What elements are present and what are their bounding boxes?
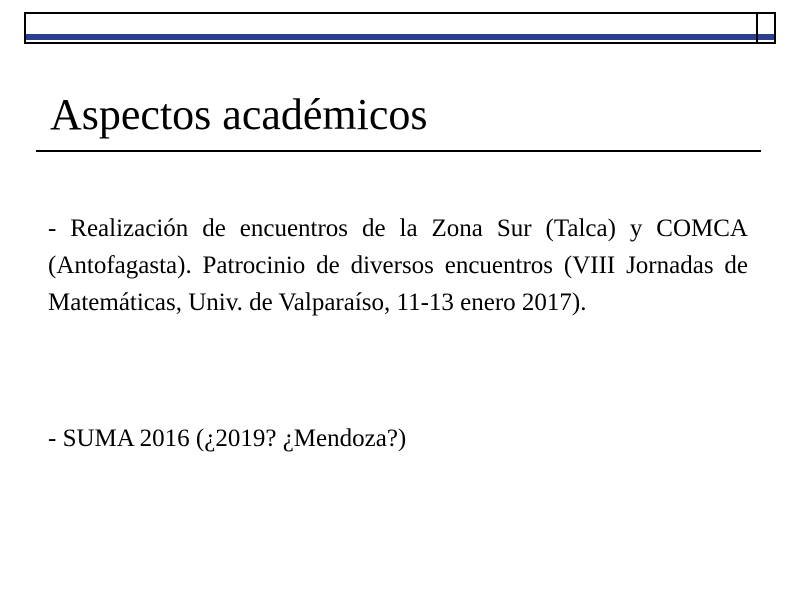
slide-title: Aspectos académicos — [50, 90, 428, 139]
paragraph-encuentros: - Realización de encuentros de la Zona Sur (Talca) y COMCA (Antofagasta). Patrocinio de diversos encuentros (VIII Jornadas de Matemáticas, Univ. de Valparaíso, 11-13 enero 2017). — [48, 215, 748, 316]
header-corner-band — [758, 34, 774, 40]
header-band — [26, 34, 774, 40]
paragraph-suma: - SUMA 2016 (¿2019? ¿Mendoza?) — [48, 425, 407, 452]
header-decoration — [24, 12, 776, 44]
title-divider — [36, 150, 761, 152]
header-corner-box — [756, 12, 776, 44]
